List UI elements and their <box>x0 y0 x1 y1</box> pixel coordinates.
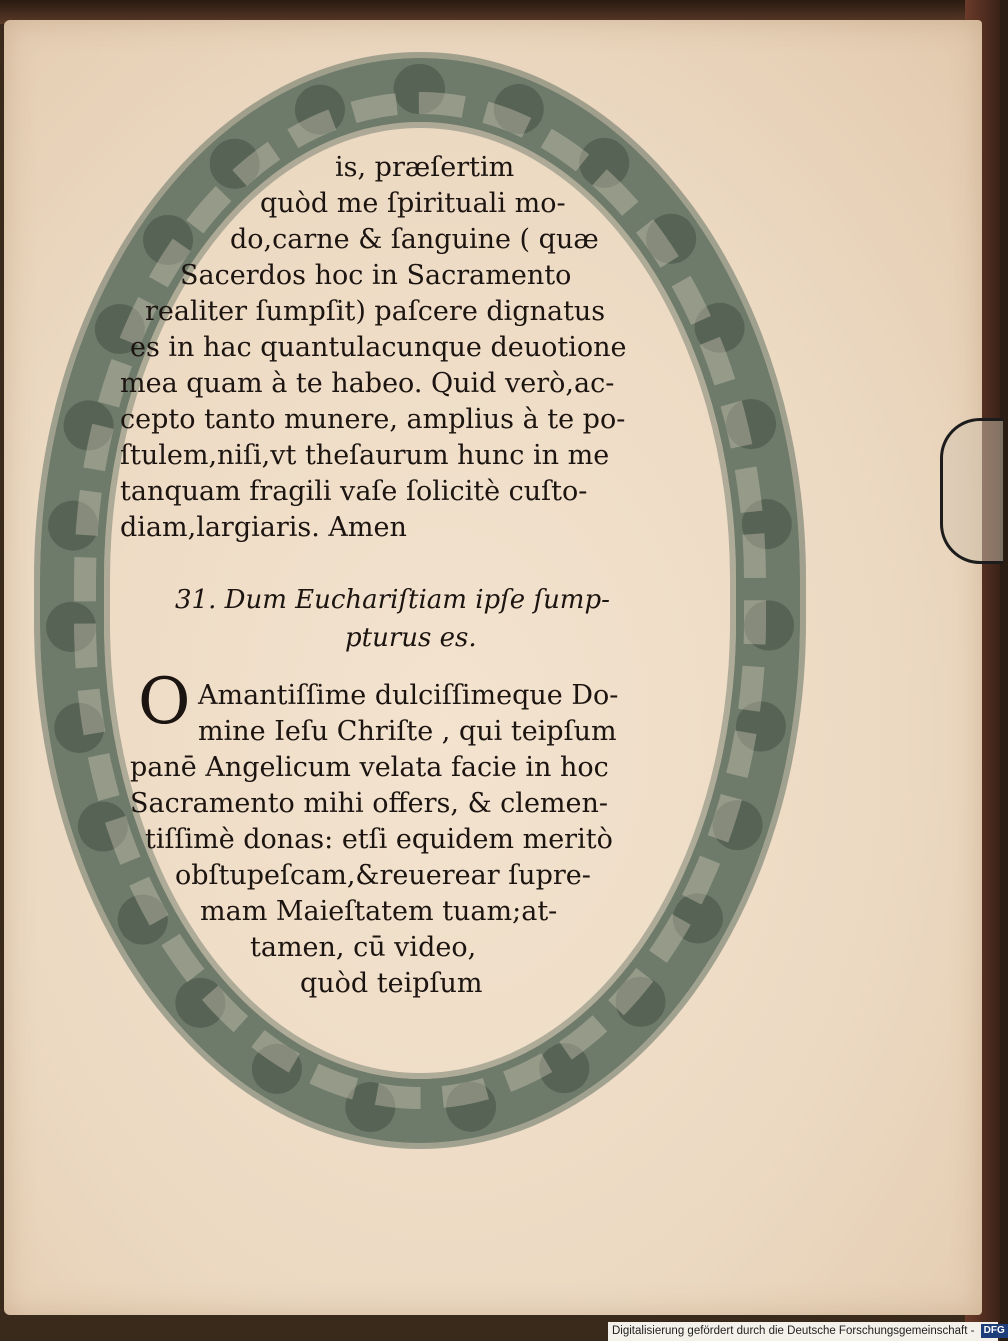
text-line: obſtupeſcam,&reuerear ſupre- <box>175 860 591 891</box>
text-line: mea quam à te habeo. Quid verò,ac- <box>120 368 615 399</box>
text-line: tamen, cū video, <box>250 932 477 963</box>
text-line: es in hac quantulacunque deuotione <box>130 332 627 363</box>
drop-cap: O <box>138 665 191 739</box>
text-line: tiſſimè donas: etſi equidem meritò <box>145 824 613 855</box>
section-heading-line: pturus es. <box>345 623 477 653</box>
text-line: is, præſertim <box>335 152 515 183</box>
text-line: Sacerdos hoc in Sacramento <box>180 260 572 291</box>
text-line: quòd teipſum <box>300 968 483 999</box>
digitization-credit <box>608 1322 1005 1341</box>
text-line: mam Maieſtatem tuam;at- <box>200 896 558 927</box>
text-line: Amantiſſime dulciſſimeque Do- <box>198 680 619 711</box>
text-line: diam,largiaris. Amen <box>120 512 407 543</box>
text-line: mine Ieſu Chriſte , qui teipſum <box>198 716 617 747</box>
credit-text: Digitalisierung gefördert durch die Deutsche Forschungsgemeinschaft - <box>612 1325 975 1337</box>
section-heading-line: 31. Dum Euchariſtiam ipſe ſump- <box>175 585 610 615</box>
text-line: quòd me ſpirituali mo- <box>260 188 566 219</box>
text-line: Sacramento mihi offers, & clemen- <box>130 788 609 819</box>
book-clasp <box>940 418 1003 564</box>
dfg-logo-icon: DFG <box>981 1324 1008 1338</box>
text-line: ſtulem,niſi,vt theſaurum hunc in me <box>120 440 610 471</box>
text-line: tanquam fragili vaſe ſolicitè cuſto- <box>120 476 588 507</box>
text-line: panē Angelicum velata facie in hoc <box>130 752 609 783</box>
text-line: cepto tanto munere, amplius à te po- <box>120 404 626 435</box>
page-text <box>120 150 720 1030</box>
text-line: realiter ſumpſit) paſcere dignatus <box>145 296 606 327</box>
text-line: do,carne & ſanguine ( quæ <box>230 224 599 255</box>
